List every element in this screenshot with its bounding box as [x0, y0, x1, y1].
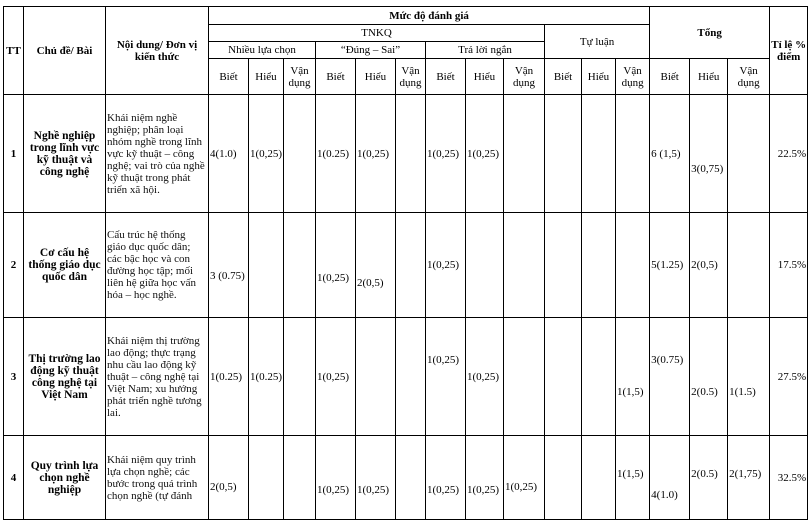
table-row — [4, 213, 808, 318]
row-number: 4 — [4, 436, 24, 520]
tot-vd-cell — [728, 95, 770, 213]
tf-biet-cell: 1(0.25) — [316, 95, 356, 213]
tf-hieu-cell — [356, 318, 396, 436]
header-content: Nội dung/ Đơn vị kiến thức — [106, 7, 209, 95]
mcq-hieu-cell — [249, 213, 284, 318]
sa-vd-header: Vận dụng — [504, 59, 545, 95]
es-vd-cell: 1(1,5) — [616, 318, 650, 436]
es-hieu-cell — [582, 213, 616, 318]
tot-vd-cell: 1(1.5) — [728, 318, 770, 436]
tf-hieu-cell: 1(0,25) — [356, 436, 396, 520]
content-cell: Khái niệm quy trình lựa chọn nghề; các bước trong quá trình chọn nghề (tự đánh — [106, 436, 209, 520]
row-number: 2 — [4, 213, 24, 318]
ratio-cell: 32.5% — [770, 436, 808, 520]
table-row — [4, 436, 808, 520]
row-number: 3 — [4, 318, 24, 436]
es-biet-cell — [545, 318, 582, 436]
topic-cell: Cơ cấu hệ thống giáo dục quốc dân — [24, 213, 106, 318]
es-biet-cell — [545, 213, 582, 318]
sa-biet-cell: 1(0,25) — [426, 213, 466, 318]
es-biet-cell — [545, 95, 582, 213]
mcq-hieu-cell: 1(0.25) — [249, 318, 284, 436]
content-cell: Khái niệm nghề nghiệp; phân loại nhóm nghề trong lĩnh vực kỹ thuật – công nghệ; vai trò của nghề kỹ thuật trong phát triển xã hội. — [106, 95, 209, 213]
tot-hieu-cell: 2(0,5) — [690, 213, 728, 318]
table-row — [4, 95, 808, 213]
topic-cell: Thị trường lao động kỹ thuật công nghệ tại Việt Nam — [24, 318, 106, 436]
mcq-vd-cell — [284, 318, 316, 436]
tf-vd-cell — [396, 436, 426, 520]
header-topic: Chủ đề/ Bài — [24, 7, 106, 95]
mcq-hieu-cell — [249, 436, 284, 520]
header-mcq: Nhiều lựa chọn — [209, 42, 316, 59]
sa-hieu-cell: 1(0,25) — [466, 436, 504, 520]
assessment-matrix-table — [3, 6, 808, 520]
topic-cell: Nghề nghiệp trong lĩnh vực kỹ thuật và công nghệ — [24, 95, 106, 213]
tot-biet-cell: 5(1.25) — [650, 213, 690, 318]
mcq-vd-header: Vận dụng — [284, 59, 316, 95]
mcq-vd-cell — [284, 436, 316, 520]
es-biet-cell — [545, 436, 582, 520]
mcq-biet-cell: 4(1.0) — [209, 95, 249, 213]
header-ratio: Tỉ lệ % điểm — [770, 7, 808, 95]
tot-hieu-header: Hiểu — [690, 59, 728, 95]
es-hieu-cell — [582, 318, 616, 436]
tot-biet-cell: 3(0.75) — [650, 318, 690, 436]
row-number: 1 — [4, 95, 24, 213]
header-row-1 — [4, 7, 808, 25]
es-vd-cell: 1(1,5) — [616, 436, 650, 520]
es-hieu-header: Hiểu — [582, 59, 616, 95]
mcq-biet-cell: 3 (0.75) — [209, 213, 249, 318]
sa-biet-cell: 1(0,25) — [426, 95, 466, 213]
mcq-biet-cell: 2(0,5) — [209, 436, 249, 520]
tf-vd-cell — [396, 318, 426, 436]
tf-biet-cell: 1(0,25) — [316, 213, 356, 318]
sa-biet-header: Biết — [426, 59, 466, 95]
header-tt: TT — [4, 7, 24, 95]
sa-hieu-cell — [466, 213, 504, 318]
header-tnkq: TNKQ — [209, 25, 545, 42]
es-biet-header: Biết — [545, 59, 582, 95]
content-cell: Khái niệm thị trường lao động; thực trạng nhu cầu lao động kỹ thuật – công nghệ tại Việt Nam; xu hướng phát triển nghề tương lai. — [106, 318, 209, 436]
topic-cell: Quy trình lựa chọn nghề nghiệp — [24, 436, 106, 520]
tf-vd-cell — [396, 95, 426, 213]
mcq-hieu-cell: 1(0,25) — [249, 95, 284, 213]
ratio-cell: 17.5% — [770, 213, 808, 318]
content-cell: Cấu trúc hệ thống giáo dục quốc dân; các bậc học và con đường học tập; mối liên hệ giữa học vấn hóa – học nghề. — [106, 213, 209, 318]
sa-biet-cell: 1(0,25) — [426, 436, 466, 520]
sa-hieu-cell: 1(0,25) — [466, 318, 504, 436]
mcq-biet-cell: 1(0.25) — [209, 318, 249, 436]
mcq-vd-cell — [284, 213, 316, 318]
tot-vd-cell — [728, 213, 770, 318]
mcq-biet-header: Biết — [209, 59, 249, 95]
tf-hieu-cell: 1(0,25) — [356, 95, 396, 213]
tot-hieu-cell: 2(0.5) — [690, 318, 728, 436]
tf-biet-cell: 1(0,25) — [316, 436, 356, 520]
sa-vd-cell — [504, 213, 545, 318]
tf-biet-cell: 1(0,25) — [316, 318, 356, 436]
header-level: Mức độ đánh giá — [209, 7, 650, 25]
tf-biet-header: Biết — [316, 59, 356, 95]
tot-hieu-cell: 2(0.5) — [690, 436, 728, 520]
tf-hieu-header: Hiểu — [356, 59, 396, 95]
es-hieu-cell — [582, 95, 616, 213]
es-vd-header: Vận dụng — [616, 59, 650, 95]
tot-biet-cell: 4(1.0) — [650, 436, 690, 520]
ratio-cell: 27.5% — [770, 318, 808, 436]
tf-hieu-cell: 2(0,5) — [356, 213, 396, 318]
tf-vd-cell — [396, 213, 426, 318]
mcq-vd-cell — [284, 95, 316, 213]
tot-biet-header: Biết — [650, 59, 690, 95]
sa-biet-cell: 1(0,25) — [426, 318, 466, 436]
sa-vd-cell — [504, 95, 545, 213]
tot-biet-cell: 6 (1,5) — [650, 95, 690, 213]
mcq-hieu-header: Hiểu — [249, 59, 284, 95]
es-vd-cell — [616, 213, 650, 318]
header-total: Tổng — [650, 7, 770, 59]
table-row — [4, 318, 808, 436]
header-essay: Tự luận — [545, 25, 650, 59]
header-truefalse: “Đúng – Sai” — [316, 42, 426, 59]
sa-hieu-cell: 1(0,25) — [466, 95, 504, 213]
sa-hieu-header: Hiểu — [466, 59, 504, 95]
tf-vd-header: Vận dụng — [396, 59, 426, 95]
tot-hieu-cell: 3(0,75) — [690, 95, 728, 213]
ratio-cell: 22.5% — [770, 95, 808, 213]
tot-vd-header: Vận dụng — [728, 59, 770, 95]
header-short: Trả lời ngắn — [426, 42, 545, 59]
es-hieu-cell — [582, 436, 616, 520]
sa-vd-cell: 1(0,25) — [504, 436, 545, 520]
sa-vd-cell — [504, 318, 545, 436]
es-vd-cell — [616, 95, 650, 213]
tot-vd-cell: 2(1,75) — [728, 436, 770, 520]
